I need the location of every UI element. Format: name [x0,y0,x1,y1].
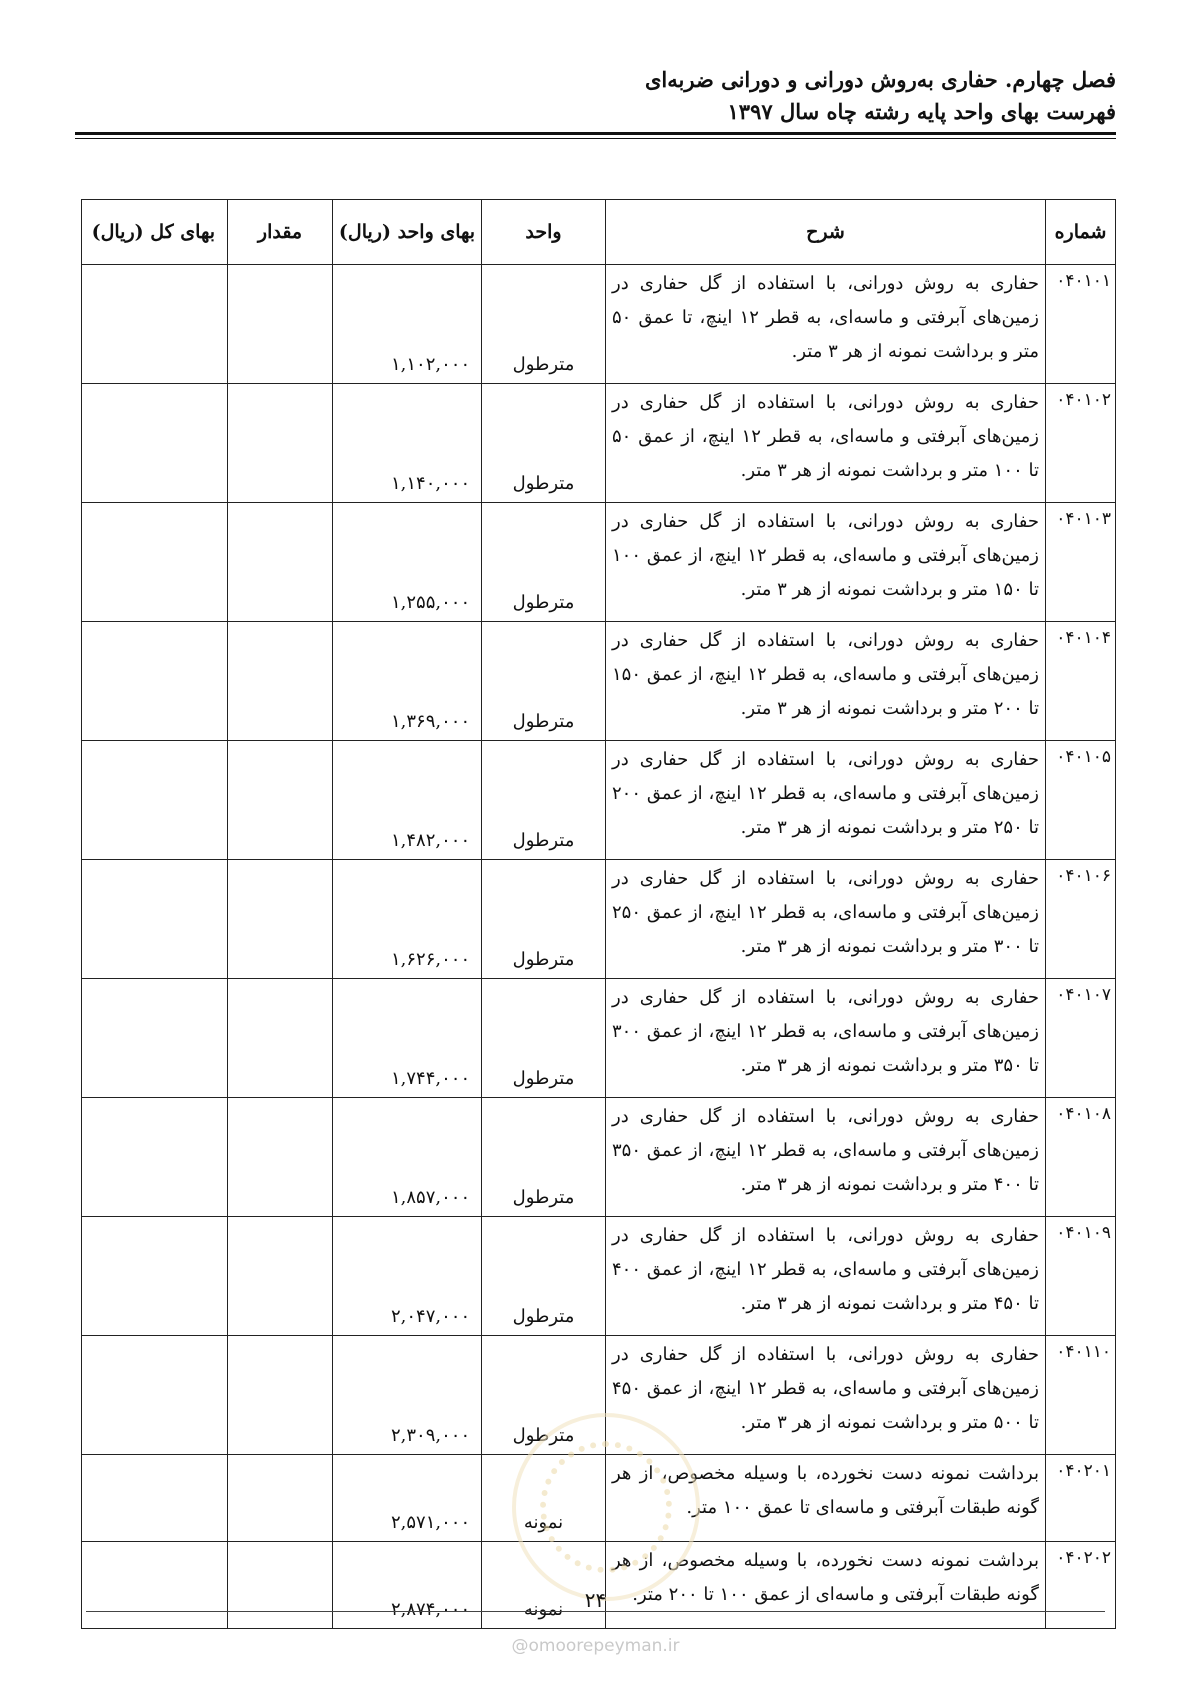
item-number: ۰۴۰۱۱۰ [1046,1336,1116,1455]
item-unit-price: ۲,۵۷۱,۰۰۰ [333,1455,482,1542]
column-header-total-price: بهای کل (ریال) [82,200,228,265]
website-watermark: @omoorepeyman.ir [511,1636,680,1656]
item-unit-price: ۱,۱۴۰,۰۰۰ [333,384,482,503]
item-number: ۰۴۰۱۰۳ [1046,503,1116,622]
item-unit-price: ۱,۲۵۵,۰۰۰ [333,503,482,622]
item-quantity [228,860,333,979]
item-quantity [228,741,333,860]
table-row [82,265,1116,384]
item-total-price [82,1217,228,1336]
item-quantity [228,384,333,503]
item-description: حفاری به روش دورانی، با استفاده از گل حفاری در زمین‌های آبرفتی و ماسه‌ای، به قطر ۱۲ اینچ، از عمق ۳۰۰ تا ۳۵۰ متر و برداشت نمونه از هر ۳ متر. [606,979,1046,1098]
item-unit: مترطول [482,1217,606,1336]
header-rule-thick [75,132,1116,135]
table-row [82,503,1116,622]
item-description: برداشت نمونه دست نخورده، با وسیله مخصوص، از هر گونه طبقات آبرفتی و ماسه‌ای تا عمق ۱۰۰ متر. [606,1455,1046,1542]
item-number: ۰۴۰۱۰۴ [1046,622,1116,741]
item-description: حفاری به روش دورانی، با استفاده از گل حفاری در زمین‌های آبرفتی و ماسه‌ای، به قطر ۱۲ اینچ، از عمق ۴۰۰ تا ۴۵۰ متر و برداشت نمونه از هر ۳ متر. [606,1217,1046,1336]
item-unit-price: ۱,۴۸۲,۰۰۰ [333,741,482,860]
page-header [66,64,1116,128]
item-unit-price: ۲,۰۴۷,۰۰۰ [333,1217,482,1336]
item-number: ۰۴۰۲۰۱ [1046,1455,1116,1542]
item-number: ۰۴۰۱۰۵ [1046,741,1116,860]
item-unit-price: ۲,۸۷۴,۰۰۰ [333,1542,482,1629]
item-total-price [82,979,228,1098]
item-unit: مترطول [482,860,606,979]
item-unit: مترطول [482,979,606,1098]
table-row [82,384,1116,503]
item-number: ۰۴۰۱۰۹ [1046,1217,1116,1336]
table-row [82,979,1116,1098]
item-total-price [82,622,228,741]
item-unit-price: ۲,۳۰۹,۰۰۰ [333,1336,482,1455]
item-unit: مترطول [482,1098,606,1217]
item-number: ۰۴۰۱۰۷ [1046,979,1116,1098]
item-total-price [82,384,228,503]
item-unit: مترطول [482,1336,606,1455]
item-number: ۰۴۰۱۰۱ [1046,265,1116,384]
item-quantity [228,979,333,1098]
item-unit: نمونه [482,1542,606,1629]
item-quantity [228,265,333,384]
item-total-price [82,265,228,384]
item-description: حفاری به روش دورانی، با استفاده از گل حفاری در زمین‌های آبرفتی و ماسه‌ای، به قطر ۱۲ اینچ، تا عمق ۵۰ متر و برداشت نمونه از هر ۳ متر. [606,265,1046,384]
item-quantity [228,503,333,622]
item-quantity [228,1542,333,1629]
column-header-quantity: مقدار [228,200,333,265]
column-header-number: شماره [1046,200,1116,265]
item-unit: مترطول [482,503,606,622]
item-description: حفاری به روش دورانی، با استفاده از گل حفاری در زمین‌های آبرفتی و ماسه‌ای، به قطر ۱۲ اینچ، از عمق ۱۵۰ تا ۲۰۰ متر و برداشت نمونه از هر ۳ متر. [606,622,1046,741]
item-total-price [82,741,228,860]
page-number: ۲۴ [584,1588,607,1612]
item-total-price [82,1098,228,1217]
item-number: ۰۴۰۲۰۲ [1046,1542,1116,1629]
column-header-unit: واحد [482,200,606,265]
table-row [82,1098,1116,1217]
table-row [82,622,1116,741]
item-description: برداشت نمونه دست نخورده، با وسیله مخصوص، از هر گونه طبقات آبرفتی و ماسه‌ای از عمق ۱۰۰ تا ۲۰۰ متر. [606,1542,1046,1629]
item-unit-price: ۱,۱۰۲,۰۰۰ [333,265,482,384]
watermark-gear-icon [540,1441,672,1573]
item-description: حفاری به روش دورانی، با استفاده از گل حفاری در زمین‌های آبرفتی و ماسه‌ای، به قطر ۱۲ اینچ، از عمق ۳۵۰ تا ۴۰۰ متر و برداشت نمونه از هر ۳ متر. [606,1098,1046,1217]
item-unit: مترطول [482,384,606,503]
item-total-price [82,1336,228,1455]
item-quantity [228,622,333,741]
item-unit-price: ۱,۷۴۴,۰۰۰ [333,979,482,1098]
item-unit: مترطول [482,265,606,384]
item-total-price [82,1455,228,1542]
item-quantity [228,1217,333,1336]
table-row [82,860,1116,979]
item-total-price [82,503,228,622]
table-row [82,1217,1116,1336]
watermark-seal-icon [512,1413,700,1601]
item-quantity [228,1336,333,1455]
item-unit-price: ۱,۳۶۹,۰۰۰ [333,622,482,741]
item-unit: مترطول [482,741,606,860]
chapter-title: فصل چهارم. حفاری به‌روش دورانی و دورانی ضربه‌ای [644,67,1116,92]
table-row [82,741,1116,860]
header-rule-thin [75,138,1116,139]
item-unit: نمونه [482,1455,606,1542]
column-header-unit-price: بهای واحد (ریال) [333,200,482,265]
footer-rule [86,1611,1105,1612]
item-unit-price: ۱,۶۲۶,۰۰۰ [333,860,482,979]
item-unit-price: ۱,۸۵۷,۰۰۰ [333,1098,482,1217]
item-number: ۰۴۰۱۰۶ [1046,860,1116,979]
item-total-price [82,860,228,979]
item-description: حفاری به روش دورانی، با استفاده از گل حفاری در زمین‌های آبرفتی و ماسه‌ای، به قطر ۱۲ اینچ، از عمق ۴۵۰ تا ۵۰۰ متر و برداشت نمونه از هر ۳ متر. [606,1336,1046,1455]
item-number: ۰۴۰۱۰۲ [1046,384,1116,503]
item-quantity [228,1098,333,1217]
item-description: حفاری به روش دورانی، با استفاده از گل حفاری در زمین‌های آبرفتی و ماسه‌ای، به قطر ۱۲ اینچ، از عمق ۱۰۰ تا ۱۵۰ متر و برداشت نمونه از هر ۳ متر. [606,503,1046,622]
item-description: حفاری به روش دورانی، با استفاده از گل حفاری در زمین‌های آبرفتی و ماسه‌ای، به قطر ۱۲ اینچ، از عمق ۵۰ تا ۱۰۰ متر و برداشت نمونه از هر ۳ متر. [606,384,1046,503]
item-quantity [228,1455,333,1542]
table-header-row [82,200,1116,265]
item-number: ۰۴۰۱۰۸ [1046,1098,1116,1217]
item-unit: مترطول [482,622,606,741]
item-description: حفاری به روش دورانی، با استفاده از گل حفاری در زمین‌های آبرفتی و ماسه‌ای، به قطر ۱۲ اینچ، از عمق ۲۵۰ تا ۳۰۰ متر و برداشت نمونه از هر ۳ متر. [606,860,1046,979]
item-total-price [82,1542,228,1629]
list-title: فهرست بهای واحد پایه رشته چاه سال ۱۳۹۷ [727,99,1116,124]
column-header-description: شرح [606,200,1046,265]
item-description: حفاری به روش دورانی، با استفاده از گل حفاری در زمین‌های آبرفتی و ماسه‌ای، به قطر ۱۲ اینچ، از عمق ۲۰۰ تا ۲۵۰ متر و برداشت نمونه از هر ۳ متر. [606,741,1046,860]
